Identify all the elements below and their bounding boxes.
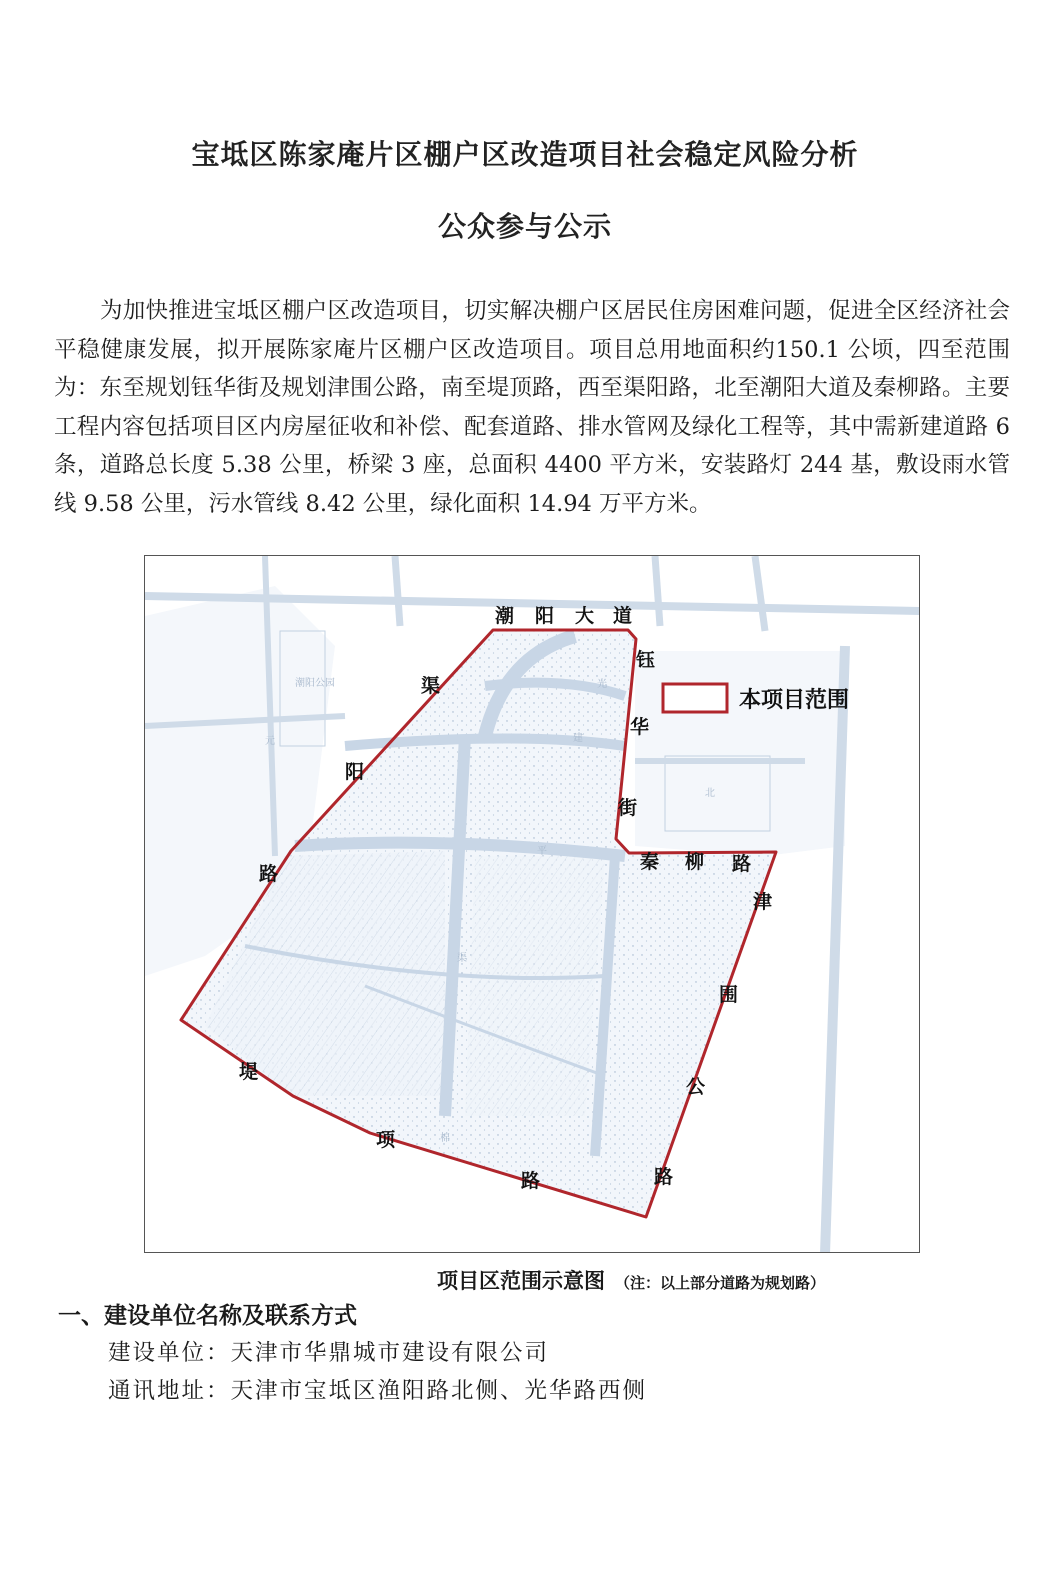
section-heading: 一、建设单位名称及联系方式 — [58, 1303, 357, 1329]
road-chaoyang-2: 阳 — [535, 605, 555, 627]
road-diding-1: 堤 — [239, 1061, 259, 1083]
road-quyang-1: 渠 — [421, 675, 441, 697]
road-jinwei-3: 公 — [686, 1076, 706, 1098]
svg-text:建: 建 — [573, 733, 583, 744]
road-quyang-3: 路 — [259, 863, 279, 885]
road-jinwei-1: 津 — [753, 891, 773, 913]
construction-unit: 建设单位：天津市华鼎城市建设有限公司 — [108, 1340, 550, 1366]
road-yuhua-2: 华 — [630, 716, 650, 738]
road-chaoyang-4: 道 — [613, 605, 633, 627]
project-description: 为加快推进宝坻区棚户区改造项目，切实解决棚户区居民住房困难问题，促进全区经济社会平稳健康发展，拟开展陈家庵片区棚户区改造项目。项目总用地面积约150.1 公顷，四至范围为：东至规划钰华街及规划津围公路，南至堤顶路，西至渠阳路，北至潮阳大道及秦柳路。主要工程内容包括项目区内房屋征收和补偿、配套道路、排水管网及绿化工程等，其中需新建道路 6 条，道路总长度 5.38 公里，桥梁 3 座，总面积 4400 平方米，安装路灯 244 基，敷设雨水管线 9.58 公里，污水管线 8.42 公里，绿化面积 14.94 万平方米。 — [54, 298, 1010, 517]
document-title: 宝坻区陈家庵片区棚户区改造项目社会稳定风险分析 — [191, 138, 859, 171]
svg-text:平: 平 — [537, 846, 547, 857]
road-chaoyang-3: 大 — [575, 605, 595, 627]
svg-text:渠: 渠 — [457, 953, 467, 964]
svg-text:北: 北 — [705, 788, 715, 799]
road-jinwei-2: 围 — [719, 984, 739, 1006]
road-chaoyang-1: 潮 — [495, 605, 515, 627]
road-diding-3: 路 — [521, 1170, 541, 1192]
road-yuhua-3: 街 — [618, 797, 638, 819]
svg-text:元: 元 — [265, 736, 275, 747]
svg-text:光: 光 — [597, 679, 607, 690]
project-area-map — [144, 555, 920, 1253]
map-caption — [437, 1265, 825, 1295]
document-subtitle: 公众参与公示 — [437, 210, 612, 243]
road-quyang-2: 阳 — [345, 761, 365, 783]
map-caption-title: 项目区范围示意图 — [437, 1269, 605, 1293]
map-legend — [663, 684, 849, 713]
svg-text:棉: 棉 — [440, 1133, 450, 1144]
road-diding-2: 项 — [376, 1129, 396, 1151]
road-jinwei-4: 路 — [654, 1166, 674, 1188]
mailing-address: 通讯地址：天津市宝坻区渔阳路北侧、光华路西侧 — [108, 1378, 648, 1404]
road-yuhua-1: 钰 — [636, 649, 656, 671]
legend-swatch — [663, 684, 727, 712]
svg-text:潮阳公园: 潮阳公园 — [295, 678, 335, 689]
road-qinliu-2: 柳 — [685, 851, 705, 873]
legend-label: 本项目范围 — [739, 688, 850, 713]
map-drawing — [145, 556, 920, 1253]
road-qinliu-1: 秦 — [640, 851, 660, 873]
road-qinliu-3: 路 — [732, 853, 752, 875]
map-caption-note: （注：以上部分道路为规划路） — [615, 1274, 826, 1292]
